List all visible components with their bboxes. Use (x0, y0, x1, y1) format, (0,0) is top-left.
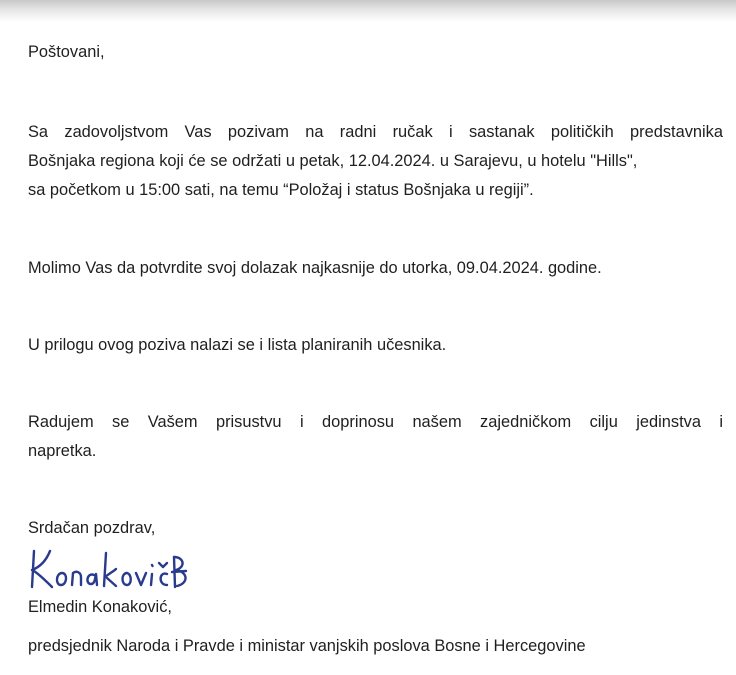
signature-stroke (34, 571, 52, 587)
paragraph-1-line-2: Bošnjaka regiona koji će se održati u petak, 12.04.2024. u Sarajevu, u hotelu "Hills", (28, 152, 638, 170)
paragraph-1-line-3: sa početkom u 15:00 sati, na temu “Položaj i status Bošnjaka u regiji”. (28, 181, 534, 199)
signer-name: Elmedin Konaković, (28, 598, 172, 616)
signature-stroke (87, 574, 97, 585)
signer-title: predsjednik Naroda i Pravde i ministar vanjskih poslova Bosne i Hercegovine (28, 637, 586, 655)
signature-stroke (151, 574, 152, 585)
signature-stroke (107, 578, 116, 586)
salutation: Poštovani, (28, 43, 105, 61)
signature-stroke (136, 573, 146, 585)
handwritten-signature (28, 543, 198, 593)
signature-stroke (152, 565, 153, 566)
signature-stroke (72, 572, 81, 585)
signature-stroke (161, 574, 167, 585)
signature-stroke (159, 563, 167, 567)
signature-stroke (172, 571, 186, 572)
signature-stroke (105, 569, 116, 577)
signature-stroke (57, 573, 66, 585)
signature-stroke (104, 553, 106, 586)
top-shadow-band (0, 0, 736, 22)
paragraph-1-line-1: Sa zadovoljstvom Vas pozivam na radni ručak i sastanak političkih predstavnika (28, 123, 723, 141)
paragraph-2: Molimo Vas da potvrdite svoj dolazak najkasnije do utorka, 09.04.2024. godine. (28, 259, 602, 277)
closing: Srdačan pozdrav, (28, 519, 156, 537)
paragraph-4-line-1: Radujem se Vašem prisustvu i doprinosu našem zajedničkom cilju jedinstva i (28, 413, 723, 431)
signature-stroke (123, 573, 131, 585)
paragraph-4-line-2: napretka. (28, 442, 97, 460)
paragraph-3: U prilogu ovog poziva nalazi se i lista planiranih učesnika. (28, 336, 447, 354)
